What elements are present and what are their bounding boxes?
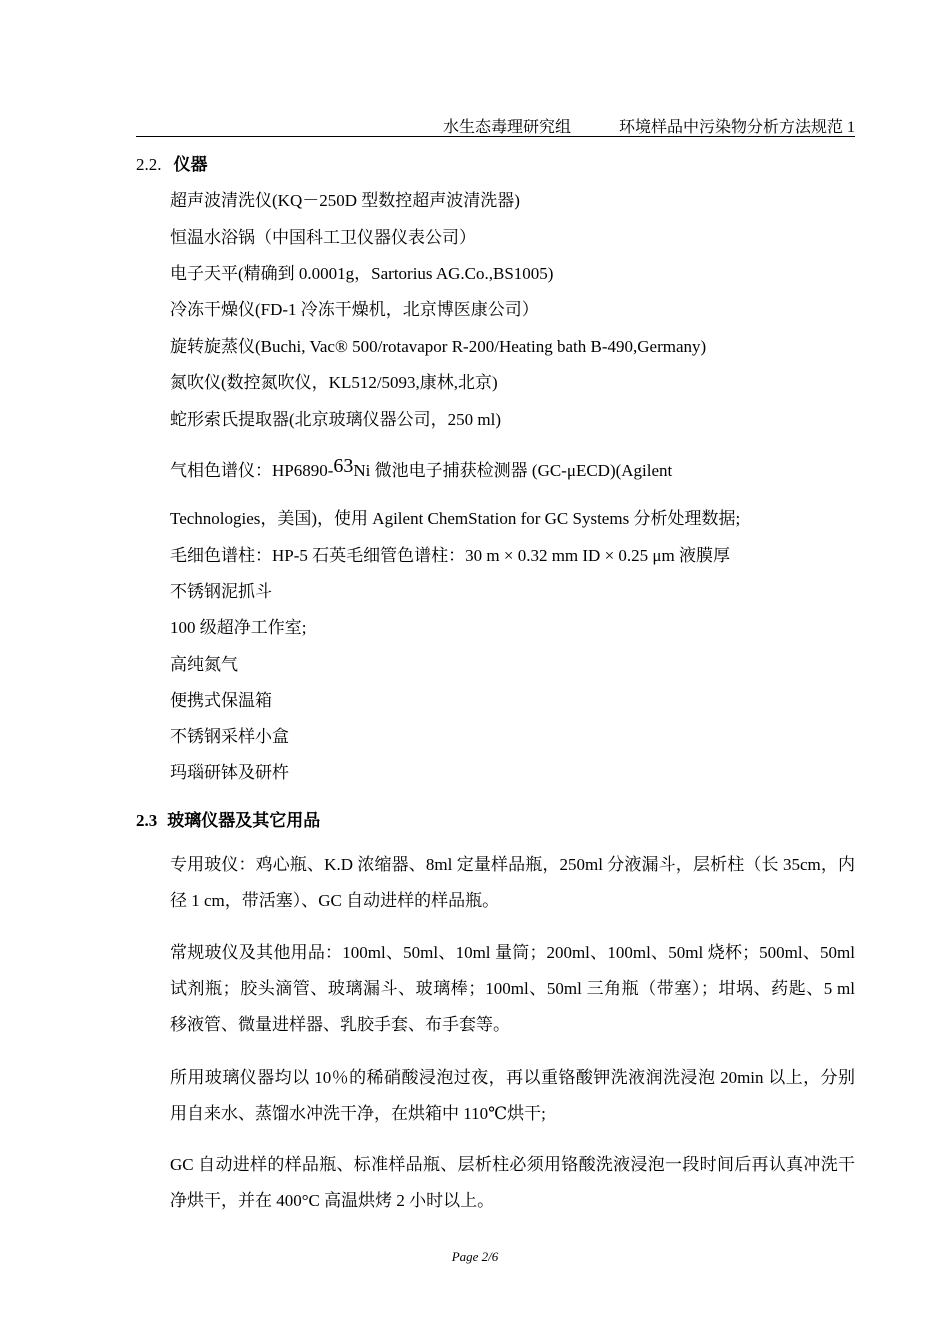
paragraph-cleaning: 所用玻璃仪器均以 10％的稀硝酸浸泡过夜，再以重铬酸钾洗液润洗浸泡 20min 以上，分别用自来水、蒸馏水冲洗干净，在烘箱中 110℃烘干; [170, 1068, 855, 1123]
section-heading-instruments [136, 150, 208, 175]
paragraph-special-glassware: 专用玻仪：鸡心瓶、K.D 浓缩器、8ml 定量样品瓶，250ml 分液漏斗，层析柱（长 35cm，内径 1 cm，带活塞）、GC 自动进样的样品瓶。 [170, 855, 855, 910]
instrument-item: 高纯氮气 [170, 655, 238, 674]
instrument-item: 玛瑙研钵及研杵 [170, 763, 289, 782]
section-title: 仪器 [173, 155, 208, 174]
instrument-item: 蛇形索氏提取器(北京玻璃仪器公司，250 ml) [170, 410, 502, 429]
gc-instrument-line [170, 455, 672, 481]
paragraph-common-glassware: 常规玻仪及其他用品：100ml、50ml、10ml 量筒；200ml、100ml、50ml 烧杯；500ml、50ml 试剂瓶；胶头滴管、玻璃漏斗、玻璃棒；100ml、50ml 三角瓶（带塞）；坩埚、药匙、5 ml 移液管、微量进样器、乳胶手套、布手套等。 [170, 943, 855, 1034]
section-number: 2.3 [136, 811, 158, 830]
instrument-item: 不锈钢泥抓斗 [170, 582, 272, 601]
instrument-item: 旋转旋蒸仪(Buchi, Vac® 500/rotavapor R-200/Heating bath B-490,Germany) [170, 337, 707, 356]
instrument-item: 超声波清洗仪(KQ－250D 型数控超声波清洗器) [170, 191, 520, 210]
instrument-item: 毛细色谱柱：HP-5 石英毛细管色谱柱：30 m × 0.32 mm ID × 0.25 μm 液膜厚 [170, 546, 731, 565]
section-heading-glassware [136, 806, 320, 831]
instrument-item: 氮吹仪(数控氮吹仪，KL512/5093,康林,北京) [170, 373, 498, 392]
gc-text-post: Ni 微池电子捕获检测器 (GC-μECD)(Agilent [353, 461, 673, 480]
page-header [136, 114, 855, 137]
gc-text-pre: 气相色谱仪：HP6890- [170, 461, 334, 480]
instrument-item: 冷冻干燥仪(FD-1 冷冻干燥机，北京博医康公司） [170, 300, 539, 319]
instrument-item: 100 级超净工作室; [170, 618, 307, 637]
gc-instrument-line-2: Technologies，美国)，使用 Agilent ChemStation for GC Systems 分析处理数据; [170, 509, 741, 528]
paragraph-gc-vials: GC 自动进样的样品瓶、标准样品瓶、层析柱必须用铬酸洗液浸泡一段时间后再认真冲洗干净烘干，并在 400°C 高温烘烤 2 小时以上。 [170, 1155, 855, 1210]
page-footer: Page 2/6 [451, 1249, 499, 1264]
section-title: 玻璃仪器及其它用品 [167, 811, 321, 830]
instrument-item: 不锈钢采样小盒 [170, 727, 289, 746]
instrument-item: 便携式保温箱 [170, 691, 272, 710]
gc-superscript: 63 [333, 455, 354, 477]
instrument-item: 电子天平(精确到 0.0001g，Sartorius AG.Co.,BS1005) [170, 264, 554, 283]
header-title: 环境样品中污染物分析方法规范 1 [618, 119, 855, 136]
instrument-item: 恒温水浴锅（中国科工卫仪器仪表公司） [170, 228, 476, 247]
section-number: 2.2. [136, 155, 162, 174]
header-org: 水生态毒理研究组 [442, 119, 571, 136]
